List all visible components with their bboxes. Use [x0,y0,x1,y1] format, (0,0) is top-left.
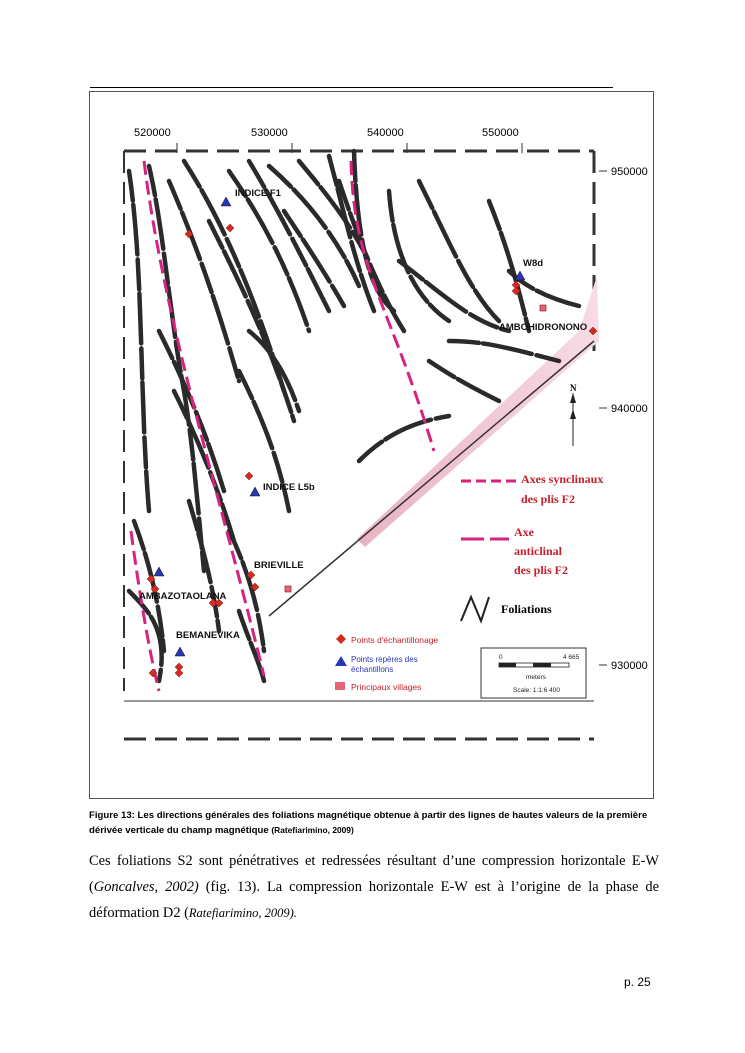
svg-text:4 665: 4 665 [563,654,580,661]
label-indice-l5b: INDICE L5b [263,482,315,493]
label-ambazotaolana: AMBAZOTAOLANA [139,591,227,602]
y-tick-940000: 940000 [611,403,648,415]
legend-foliations [461,597,552,621]
body-text-2: (fig. 13). La compression horizontale E-W est à l’origine de la phase de déformation D2 ( [89,879,659,921]
x-tick-520000: 520000 [134,127,171,139]
figure-caption [89,808,659,838]
svg-text:meters: meters [526,674,546,681]
body-paragraph [89,848,659,926]
legend-foliations-text: Foliations [501,602,552,616]
y-tick-930000: 930000 [611,660,648,672]
svg-text:Scale: 1:1:6 400: Scale: 1:1:6 400 [513,687,560,694]
legend-anticline-text: Axe anticlinal des plis F2 [514,525,569,577]
body-ref-1: Goncalves, 2002) [93,879,199,895]
label-bemanevika: BEMANEVIKA [176,630,240,641]
y-tick-950000: 950000 [611,166,648,178]
label-brieville: BRIEVILLE [254,560,304,571]
svg-text:Axes synclinauxdes plis F2 [521,472,603,506]
legend-sample-text: Points d'échantillonage [351,635,439,645]
north-arrow-icon [570,383,577,446]
caption-main: Figure 13: Les directions générales des foliations magnétique obtenue à partir des lignes de hautes valeurs de la première dérivée verticale du champ magnétique [89,810,648,836]
foliation-map [89,91,654,799]
label-ambohidronono: AMBOHIDRONONO [499,322,588,333]
body-ref-2: Ratefiarimino, 2009). [188,906,297,920]
legend-syncline [461,472,603,506]
synclinal-axes [131,161,434,691]
label-indice-f1: INDICE F1 [235,188,281,199]
body-text-1: Ces foliations S2 sont pénétratives et redressées résultant d’une compression horizontale E-W ( [89,853,659,895]
legend-villages-text: Principaux villages [351,682,422,692]
scale-bar [481,648,586,698]
legend-anticline [461,525,568,577]
x-tick-540000: 540000 [367,127,404,139]
label-w8d: W8d [523,258,544,269]
header-rule [90,87,613,88]
page-number: p. 25 [624,975,651,989]
svg-text:N: N [570,383,577,393]
x-tick-530000: 530000 [251,127,288,139]
svg-text:0: 0 [499,654,503,661]
caption-citation: (Ratefiarimino, 2009) [271,825,354,835]
legend-symbols [335,634,438,692]
legend-reference-text: Points repères des échantillons [351,655,418,674]
x-tick-550000: 550000 [482,127,519,139]
legend-syncline-line1: Axes synclinaux des plis F2 [521,472,604,506]
